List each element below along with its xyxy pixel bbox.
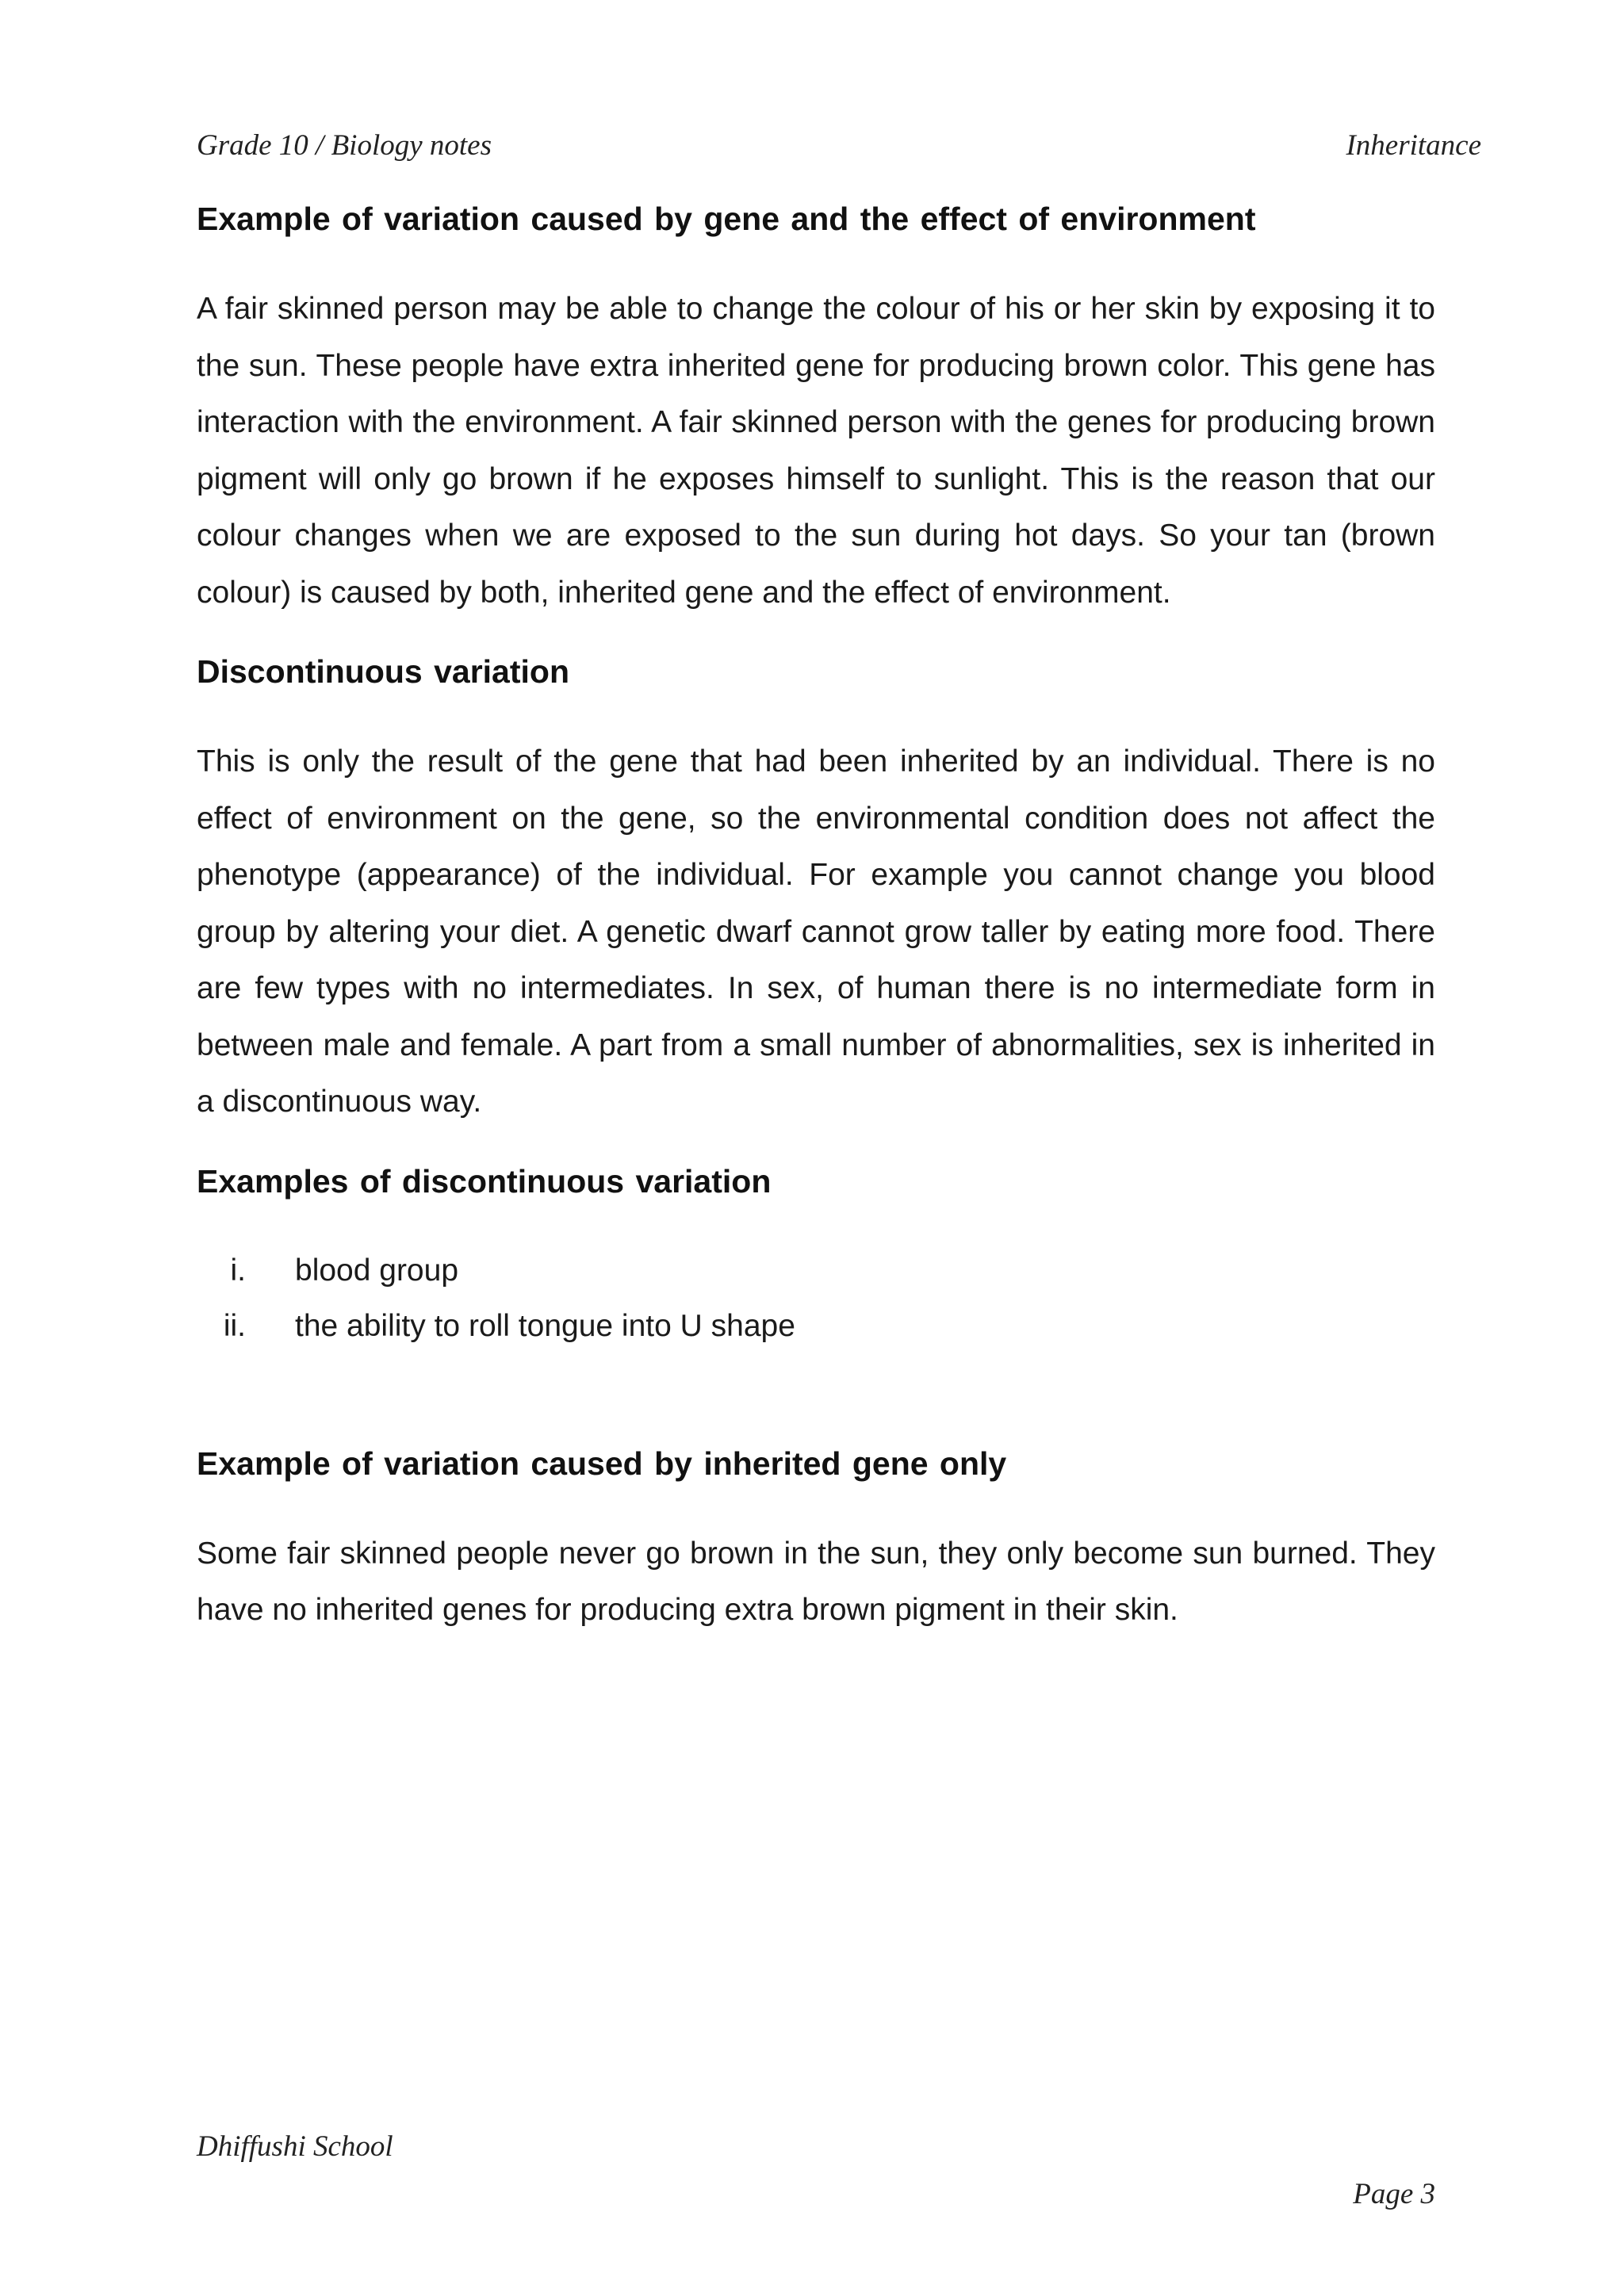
list-item [197,1243,1435,1299]
list-marker: ii. [223,1308,246,1343]
body-content [197,197,1435,1639]
section-heading-discontinuous-examples: Examples of discontinuous variation [197,1162,772,1200]
list-item-text: the ability to roll tongue into U shape [295,1308,795,1343]
section-heading-gene-environment: Example of variation caused by gene and the effect of environment [197,201,1256,237]
header-course-title: Grade 10 / Biology notes [197,129,492,162]
paragraph-discontinuous-variation: This is only the result of the gene that had been inherited by an individual. There is no effect of environment on the gene, so the environmental condition does not affect the phenotype (appearance) of the individual. For example you cannot change you blood group by altering your diet. A genetic dwarf cannot grow taller by eating more food. There are few types with no intermediates. In sex, of human there is no intermediate form in between male and female. A part from a small number of abnormalities, sex is inherited in a discontinuous way. [197,744,1435,1119]
list-item [197,1299,1435,1354]
paragraph-inherited-gene-only: Some fair skinned people never go brown in the sun, they only become sun burned. They have no inherited genes for producing extra brown pigment in their skin. [197,1536,1435,1627]
section-heading-discontinuous-variation: Discontinuous variation [197,653,569,690]
section-heading-inherited-gene-only: Example of variation caused by inherited gene only [197,1445,1007,1482]
paragraph-gene-environment: A fair skinned person may be able to change the colour of his or her skin by exposing it to the sun. These people have extra inherited gene for producing brown color. This gene has interaction with the environment. A fair skinned person with the genes for producing brown pigment will only go brown if he exposes himself to sunlight. This is the reason that our colour changes when we are exposed to the sun during hot days. So your tan (brown colour) is caused by both, inherited gene and the effect of environment. [197,292,1435,610]
discontinuous-examples-list [197,1243,1435,1354]
list-item-text: blood group [295,1253,459,1288]
running-header [197,128,1481,166]
footer-school-name: Dhiffushi School [197,2130,393,2163]
footer-page-number: Page 3 [1353,2178,1435,2210]
header-chapter-title: Inheritance [1346,129,1481,162]
list-marker: i. [230,1253,246,1288]
